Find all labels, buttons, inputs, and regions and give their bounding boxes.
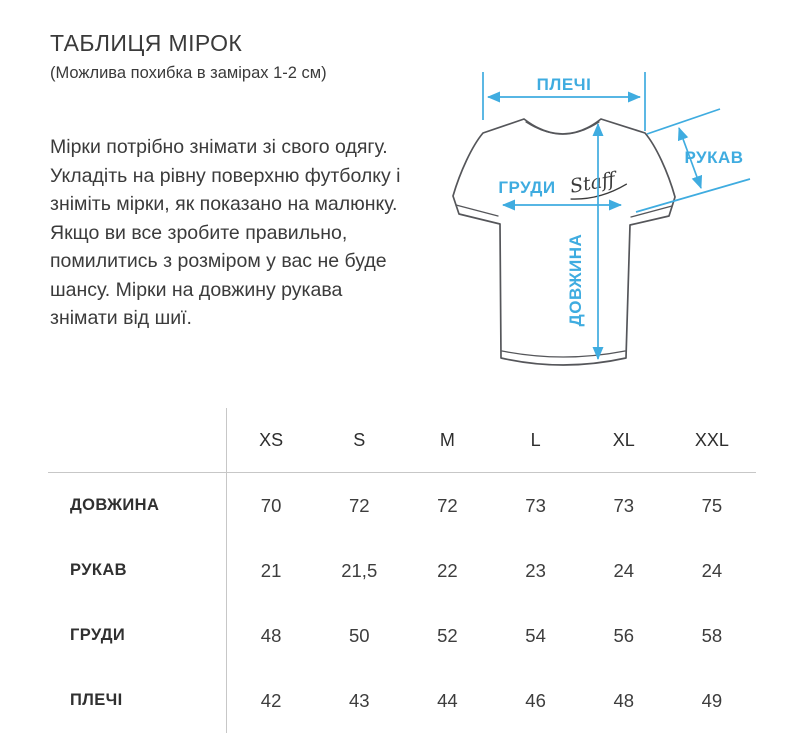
row-label: ПЛЕЧІ (48, 668, 227, 733)
length-label: ДОВЖИНА (566, 233, 585, 327)
size-value-cell: 48 (260, 624, 282, 646)
measurement-instructions: Мірки потрібно знімати зі свого одягу. Укладіть на рівну поверхню футболку і зніміть мірки, як показано на малюнку. Якщо ви все зробите правильно, помилитись з розміром у вас не буде шансу. Мірки на довжину рукава знімати від шиї. (50, 136, 401, 329)
size-value-cell: 44 (437, 689, 458, 711)
sleeve-measurement (636, 109, 750, 212)
table-row (48, 473, 756, 538)
size-column-header: XXL (694, 429, 729, 450)
size-value-cell: 56 (613, 624, 635, 646)
table-row (48, 603, 756, 668)
size-value-cell: 52 (437, 624, 458, 646)
length-measurement (566, 124, 598, 359)
size-value-cell: 24 (613, 559, 635, 581)
size-table (48, 408, 756, 733)
size-value-cell: 72 (348, 494, 370, 516)
size-value-cell: 21,5 (341, 559, 378, 581)
tshirt-diagram-svg (430, 40, 800, 410)
size-value-cell: 54 (525, 624, 546, 646)
size-value-cell: 22 (437, 559, 458, 581)
size-value-cell: 43 (348, 689, 370, 711)
size-value-cell: 73 (525, 494, 546, 516)
page-subtitle: (Можлива похибка в замірах 1-2 см) (50, 64, 327, 82)
row-label: ДОВЖИНА (48, 473, 227, 538)
row-label: РУКАВ (48, 538, 227, 603)
size-column-header: XS (259, 429, 284, 450)
table-row (48, 538, 756, 603)
size-value-cell: 46 (525, 689, 546, 711)
size-column-header: S (353, 429, 366, 450)
chest-label: ГРУДИ (498, 178, 556, 197)
shoulders-label: ПЛЕЧІ (536, 75, 592, 94)
size-value-cell: 49 (701, 689, 723, 711)
size-value-cell: 75 (701, 494, 723, 516)
size-value-cell: 73 (613, 494, 635, 516)
size-value-cell: 21 (260, 559, 282, 581)
size-value-cell: 48 (613, 689, 635, 711)
tshirt-measurement-diagram (430, 40, 800, 410)
row-label: ГРУДИ (48, 603, 227, 668)
size-value-cell: 58 (701, 624, 723, 646)
size-value-cell: 23 (525, 559, 546, 581)
size-value-cell: 70 (260, 494, 282, 516)
size-table-corner-cell (48, 408, 227, 472)
tshirt-outline-drawing (453, 119, 675, 365)
size-column-header: L (530, 429, 541, 450)
size-value-cell: 42 (260, 689, 282, 711)
brand-logo-text: Staff (568, 168, 617, 198)
shoulders-measurement (483, 72, 645, 131)
size-value-cell: 72 (437, 494, 458, 516)
size-table-header-row (48, 408, 756, 473)
size-table-body (48, 473, 756, 733)
sleeve-label: РУКАВ (684, 148, 744, 167)
size-column-header: M (439, 429, 455, 450)
page-header (50, 30, 327, 83)
page-title: ТАБЛИЦЯ МІРОК (50, 30, 243, 56)
size-value-cell: 50 (348, 624, 370, 646)
size-value-cell: 24 (701, 559, 723, 581)
table-row (48, 668, 756, 733)
size-column-header: XL (612, 429, 635, 450)
